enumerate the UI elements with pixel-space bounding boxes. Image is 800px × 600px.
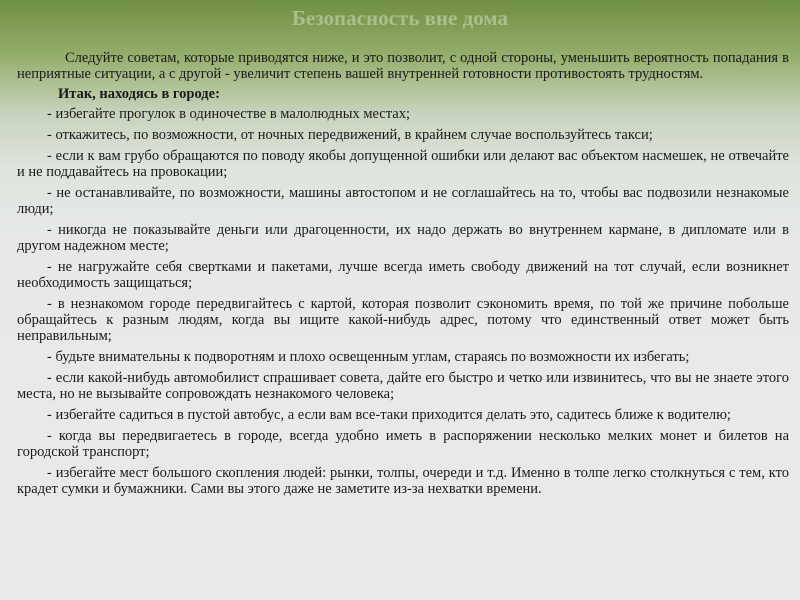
subheading: Итак, находясь в городе: — [58, 86, 220, 102]
list-item: - избегайте садиться в пустой автобус, а если вам все-таки приходится делать это, садитесь ближе к водителю; — [47, 407, 731, 423]
list-item: - будьте внимательны к подворотням и плохо освещенным углам, стараясь по возможности их избегать; — [47, 349, 690, 365]
slide-title: Безопасность вне дома — [292, 6, 508, 30]
list-item: - если к вам грубо обращаются по поводу якобы допущенной ошибки или делают вас объектом насмешек, не отвечайте и не поддавайтесь на провокации; — [17, 148, 789, 180]
list-item: - не останавливайте, по возможности, машины автостопом и не соглашайтесь на то, чтобы вас подвозили незнакомые люди; — [17, 185, 789, 217]
list-item: - если какой-нибудь автомобилист спрашивает совета, дайте его быстро и четко или извинитесь, что вы не знаете этого места, но не вызывайте сопровождать незнакомого человека; — [17, 370, 789, 402]
list-item: - в незнакомом городе передвигайтесь с картой, которая позволит сэкономить время, по той же причине побольше обращайтесь к разным людям, когда вы ищите какой-нибудь адрес, потому что единственный ответ может быть неправильным; — [17, 296, 789, 344]
intro-paragraph: Следуйте советам, которые приводятся ниже, и это позволит, с одной стороны, уменьшить вероятность попадания в неприятные ситуации, а с другой - увеличит степень вашей внутренней готовности противостоять трудностям. — [17, 50, 789, 82]
list-item: - избегайте прогулок в одиночестве в малолюдных местах; — [47, 106, 410, 122]
slide-body — [17, 50, 789, 502]
list-item: - когда вы передвигаетесь в городе, всегда удобно иметь в распоряжении несколько мелких монет и билетов на городской транспорт; — [17, 428, 789, 460]
list-item: - не нагружайте себя свертками и пакетами, лучше всегда иметь свободу движений на тот случай, если возникнет необходимость защищаться; — [17, 259, 789, 291]
list-item: - откажитесь, по возможности, от ночных передвижений, в крайнем случае воспользуйтесь такси; — [47, 127, 653, 143]
list-item: - избегайте мест большого скопления людей: рынки, толпы, очереди и т.д. Именно в толпе легко столкнуться с тем, кто крадет сумки и бумажники. Сами вы этого даже не заметите из-за нехватки времени. — [17, 465, 789, 497]
list-item: - никогда не показывайте деньги или драгоценности, их надо держать во внутреннем кармане, в дипломате или в другом надежном месте; — [17, 222, 789, 254]
